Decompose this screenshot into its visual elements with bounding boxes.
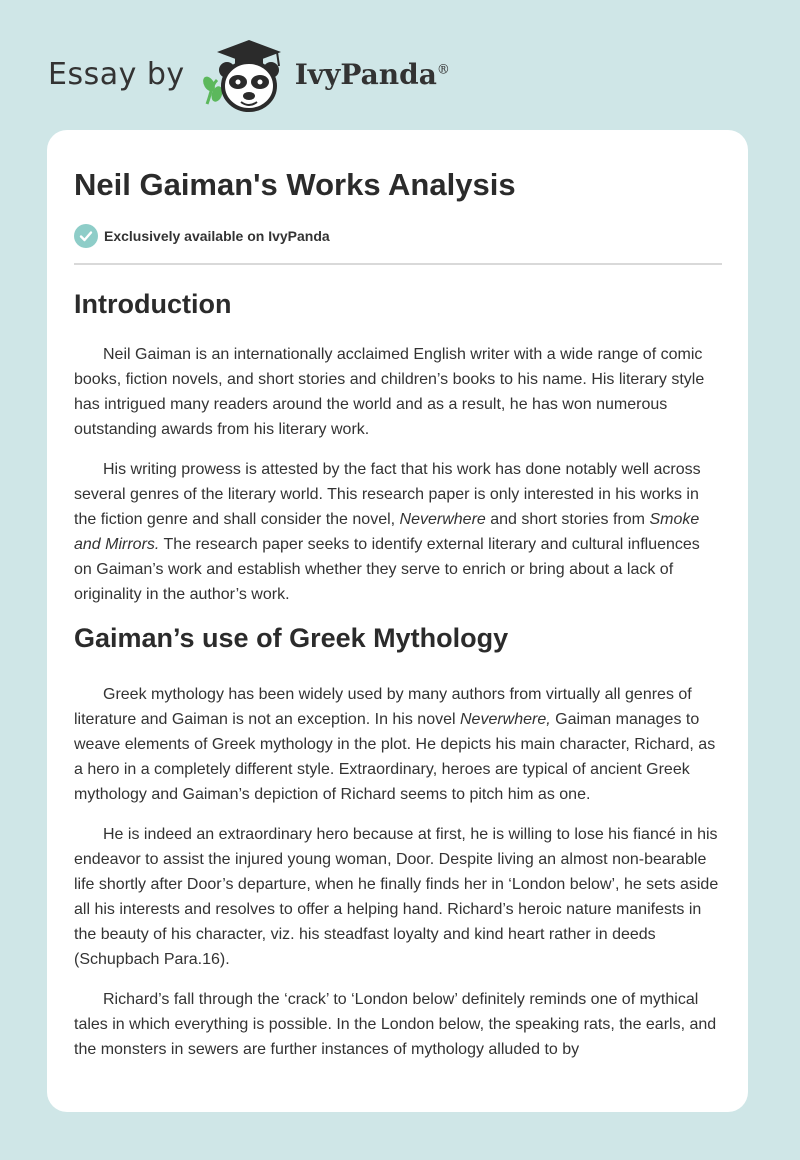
paragraph: He is indeed an extraordinary hero because at first, he is willing to lose his fiancé in his endeavor to assist the injured young woman, Door. Despite living an almost non-bearable life shortly after Door’s departure, when he finally finds her in ‘London below’, he sets aside all his interests and resolves to offer a helping hand. Richard’s heroic nature manifests in the beauty of his character, viz. his steadfast loyalty and kind heart rather in deeds (Schupbach Para.16).: [74, 826, 719, 968]
exclusive-badge: [74, 224, 722, 248]
panda-graduate-icon: [197, 34, 289, 114]
page-title: Neil Gaiman's Works Analysis: [74, 167, 516, 202]
book-title: Neverwhere: [399, 511, 486, 528]
paragraph: His writing prowess is attested by the fact that his work has done notably well across several genres of the literary world. This research paper is only interested in his works in the fiction genre and shall consider the novel, Neverwhere and short stories from Smoke and Mirrors. The research paper seeks to identify external literary and cultural influences on Gaiman’s work and establish whether they serve to enrich or bring about a lack of originality in the author’s work.: [74, 461, 701, 603]
brand-name: IvyPanda®: [294, 57, 450, 91]
divider: [74, 263, 722, 265]
check-circle-icon: [74, 224, 98, 248]
book-title: Neverwhere,: [460, 711, 551, 728]
paragraph: Richard’s fall through the ‘crack’ to ‘London below’ definitely reminds one of mythical tales in which everything is possible. In the London below, the speaking rats, the earls, and the monsters in sewers are further instances of mythology alluded to by: [74, 991, 717, 1058]
book-title: Smoke and Mirrors.: [74, 511, 700, 553]
section-heading-greek-mythology: Gaiman’s use of Greek Mythology: [74, 623, 509, 653]
essay-card: [47, 130, 748, 1112]
section-heading-introduction: Introduction: [74, 289, 232, 319]
registered-mark: ®: [436, 62, 450, 78]
brand-prefix: Essay by: [48, 56, 185, 92]
paragraph: Greek mythology has been widely used by many authors from virtually all genres of literature and Gaiman is not an exception. In his novel Neverwhere, Gaiman manages to weave elements of Greek mythology in the plot. He depicts his main character, Richard, as a hero in a completely different style. Extraordinary, heroes are typical of ancient Greek mythology and Gaiman’s depiction of Richard seems to pitch him as one.: [74, 686, 716, 803]
brand-header[interactable]: [48, 34, 450, 114]
paragraph: Neil Gaiman is an internationally acclaimed English writer with a wide range of comic books, fiction novels, and short stories and children’s books to his name. His literary style has intrigued many readers around the world and as a result, he has won numerous outstanding awards from his literary work.: [74, 346, 705, 438]
exclusive-label: Exclusively available on IvyPanda: [104, 228, 330, 244]
